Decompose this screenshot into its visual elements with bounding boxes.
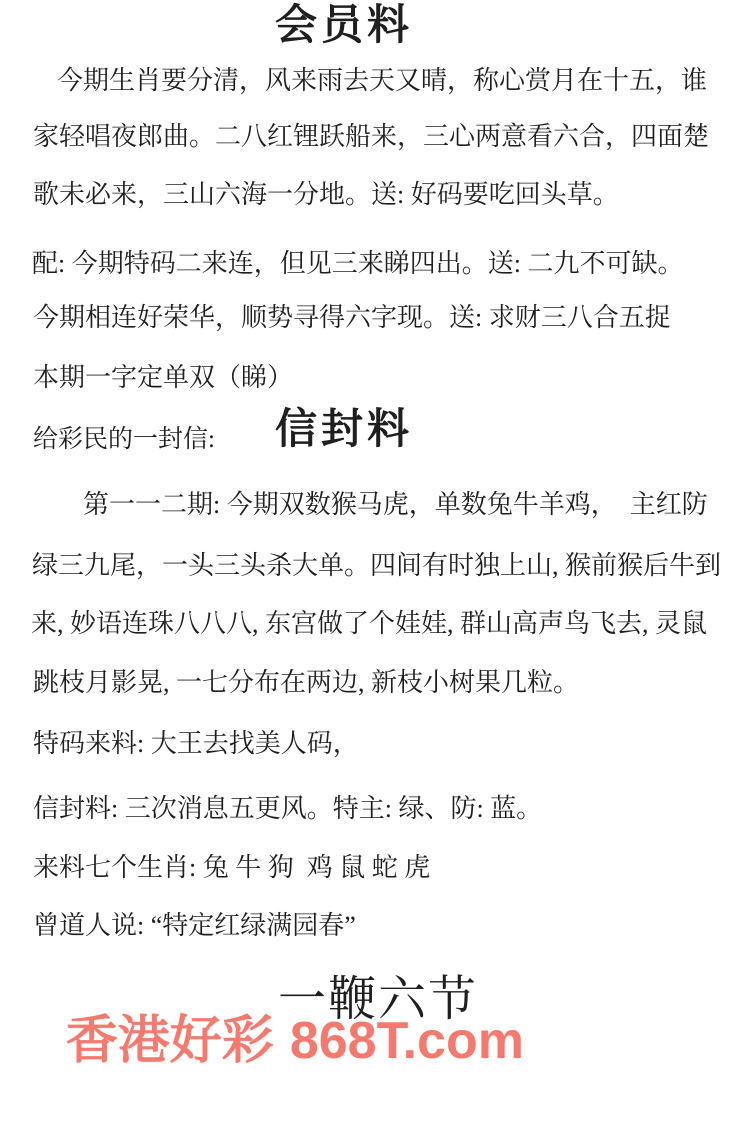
envelope-paragraph-line-4: 跳枝月影晃, 一七分布在两边, 新枝小树果几粒。 — [33, 668, 580, 697]
member-pei-line: 配: 今期特码二来连，但见三来睇四出。送: 二九不可缺。 — [32, 249, 684, 278]
watermark-brand: 香港好彩 — [65, 1012, 274, 1071]
envelope-zengdao-line: 曾道人说: “特定红绿满园春” — [33, 911, 356, 940]
member-xianglian-line: 今期相连好荣华，顺势寻得六字现。送: 求财三八合五捉 — [33, 303, 671, 332]
envelope-paragraph-line-2: 绿三九尾，一头三头杀大单。四间有时独上山, 猴前猴后牛到 — [32, 551, 722, 580]
envelope-section-title: 信封料 — [275, 407, 414, 453]
member-paragraph-line-1: 今期生肖要分清，风来雨去天又晴，称心赏月在十五，谁 — [57, 66, 708, 95]
member-danshuang-line: 本期一字定单双（睇） — [33, 363, 294, 392]
member-paragraph-line-2: 家轻唱夜郎曲。二八红锂跃船来，三心两意看六合，四面楚 — [33, 122, 710, 151]
member-section-title: 会员料 — [275, 3, 414, 49]
envelope-paragraph-line-1: 第一一二期: 今期双数猴马虎，单数兔牛羊鸡， 主红防 — [83, 490, 708, 519]
envelope-xinfeng-line: 信封料: 三次消息五更风。特主: 绿、防: 蓝。 — [33, 794, 543, 823]
envelope-tema-line: 特码来料: 大王去找美人码， — [33, 729, 359, 758]
envelope-paragraph-line-3: 来, 妙语连珠八八八, 东宫做了个娃娃, 群山高声鸟飞去, 灵鼠 — [31, 609, 708, 638]
member-paragraph-line-3: 歌未必来，三山六海一分地。送: 好码要吃回头草。 — [33, 180, 619, 209]
envelope-shengxiao-line: 来料七个生肖: 兔 牛 狗 鸡 鼠 蛇 虎 — [33, 853, 431, 882]
envelope-intro-label: 给彩民的一封信: — [33, 426, 215, 453]
watermark-domain: 868T.com — [289, 1012, 524, 1071]
handwritten-overlay-text: 一鞭六节 — [278, 973, 479, 1026]
